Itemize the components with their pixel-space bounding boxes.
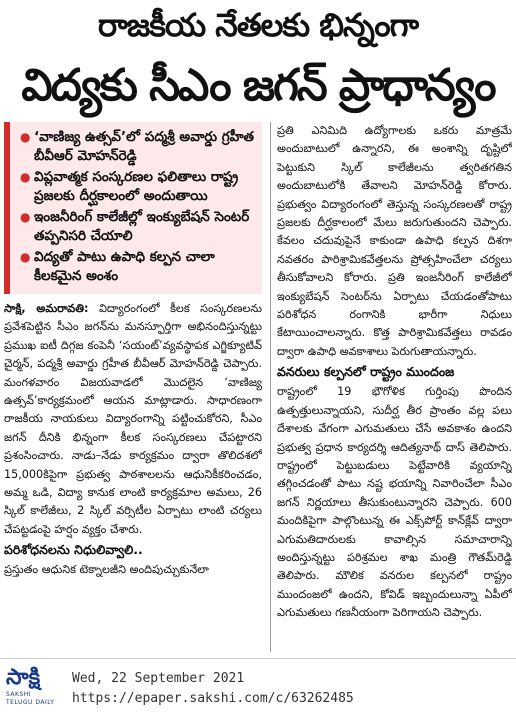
highlight-item: ● ఇంజనీరింగ్ కాలేజీల్లో ఇంక్యుబేషన్ సెంటర్ తప్పనిసరి చేయాలి <box>20 208 256 246</box>
article-text: విద్యారంగంలో కీలక సంస్కరణలను ప్రవేశపెట్టిన సీఎం జగన్‌ను మనస్ఫూర్తిగా అభినందిస్తున్నట్టు ప్రముఖ ఐటీ దిగ్గజ కంపెనీ ‘సయంట్’వ్యవస్థాపక ఎగ్జిక్యూటివ్ చైర్మన్, పద్మశ్రీ అవార్డు గ్రహీత బీవీఆర్ మోహన్‌రెడ్డి చెప్పారు. మంగళవారం విజయవాడలో మొదలైన ‘వాణిజ్య ఉత్సవ్’కార్యక్రమంలో ఆయన మాట్లాడారు. సాధారణంగా రాజకీయ నాయకులు విద్యారంగాన్ని పట్టించుకోరని, సీఎం జగన్ దీనికి భిన్నంగా కీలక సంస్కరణలు చేపట్టారని ప్రశంసించారు. నాడు–నేడు కార్యక్రమం ద్వారా తొలిదశలో 15,000కిపైగా ప్రభుత్వ పాఠశాలలను ఆధునికీకరించడం, అమ్మ ఒడి, విద్యా కానుక లాంటి కార్యక్రమాల అమలు, 26 స్కిల్ కాలేజీలు, 2 స్కిల్ వర్సిటీల ఏర్పాటు లాంటి చర్యలు చేపట్టడంపై హర్షం వ్యక్తం చేశారు. <box>4 302 262 536</box>
dateline: సాక్షి, అమరావతి: <box>4 302 89 315</box>
highlights-box <box>4 122 262 294</box>
highlight-item: ● విద్యతో పాటు ఉపాధి కల్పన చాలా కీలకమైన అంశం <box>20 248 256 286</box>
right-column <box>270 122 512 652</box>
article-paragraph: ప్రతి ఎనిమిది ఉద్యోగాలకు ఒకరు మాత్రమే అందుబాటులో ఉన్నారని, ఈ అంశాన్ని దృష్టిలో పెట్టుకుని స్కిల్ కాలేజీలను త్వరితగతిన అందుబాటులోకి తేవాలని మోహన్‌రెడ్డి కోరారు. ప్రభుత్వం విద్యారంగంలో తెస్తున్న సంస్కరణలతో రాష్ట్ర ప్రజలకు దీర్ఘకాలంలో మేలు జరుగుతుందని చెప్పారు. కేవలం చదువుపైనే కాకుండా ఉపాధి కల్పన దిశగా నవతరం పారిశ్రామికవేత్తలను ప్రోత్సహించేలా చర్యలు తీసుకోవాలని కోరారు. ప్రతి ఇంజనీరింగ్ కాలేజీలో ఇంక్యుబేషన్ సెంటర్‌ను ఏర్పాటు చేయడంతోపాటు పరిశోధన రంగానికి భారీగా నిధులు కేటాయించాలన్నారు. కొత్త పారిశ్రామికవేత్తలు రావడం ద్వారా ఉపాధి అవకాశాలు పెరుగుతాయన్నారు. <box>277 124 512 358</box>
left-column <box>4 122 262 652</box>
highlight-item: ● విప్లవాత్మక సంస్కరణల ఫలితాలు రాష్ట్ర ప్రజలకు దీర్ఘకాలంలో అందుతాయి <box>20 168 256 206</box>
edition-date: Wed, 22 September 2021 <box>72 671 245 686</box>
sakshi-logo <box>6 665 60 713</box>
headline-line-2: విద్యకు సీఎం జగన్ ప్రాధాన్యం <box>21 60 495 111</box>
article-paragraph: ప్రస్తుతం ఆధునిక టెక్నాలజీని అందిపుచ్చుకునేలా <box>4 563 209 577</box>
source-url[interactable]: https://epaper.sakshi.com/c/63262485 <box>72 691 354 706</box>
highlight-item: ● ‘వాణిజ్య ఉత్సవ్’లో పద్మశ్రీ అవార్డు గ్రహీత బీవీఆర్ మోహన్‌రెడ్డి <box>20 128 256 166</box>
article-paragraph <box>4 300 262 539</box>
logo-tagline: SAKSHI TELUGU DAILY <box>6 691 55 706</box>
page-footer <box>0 658 516 722</box>
article-paragraph: రాష్ట్రంలో 19 భౌగోళిక గుర్తింపు పొందిన ఉత్పత్తులున్నాయని, సుదీర్ఘ తీర ప్రాంతం వల్ల పలు దేశాలకు వేగంగా ఎగుమతులు చేసే అవకాశం ఉందని ప్రభుత్వ ప్రధాన కార్యదర్శి ఆదిత్యనాథ్ దాస్ తెలిపారు. రాష్ట్రంలో పెట్టుబడులు పెట్టేవారికి వ్యయాన్ని తగ్గించడంతో పాటు నష్ట భయాన్ని నివారించేలా సీఎం జగన్ నిర్ణయాలు తీసుకుంటున్నారని చెప్పారు. 600 మందికిపైగా పాల్గొంటున్న ఈ ఎక్స్‌పోర్ట్ కాన్‌క్లేవ్ ద్వారా ఎగుమతిదారులకు కావాల్సిన సమాచారాన్ని అందిస్తున్నట్టు పరిశ్రమల శాఖ మంత్రి గౌతమ్‌రెడ్డి తెలిపారు. మౌలిక వనరుల కల్పనలో రాష్ట్రం ముందంజలో ఉందని, కోవిడ్ ఇబ్బందులున్నా ఏపీలో ఎగుమతులు గణనీయంగా పెరిగాయని చెప్పారు. <box>277 385 512 620</box>
headline-line-1: రాజకీయ నేతలకు భిన్నంగా <box>97 6 419 44</box>
logo-wordmark: సాక్షి <box>6 665 41 690</box>
article-subhead: పరిశోధనలను నిధులివ్వాలి.. <box>4 542 143 558</box>
article-subhead: వనరులు కల్పనలో రాష్ట్రం ముందంజ <box>277 364 455 380</box>
